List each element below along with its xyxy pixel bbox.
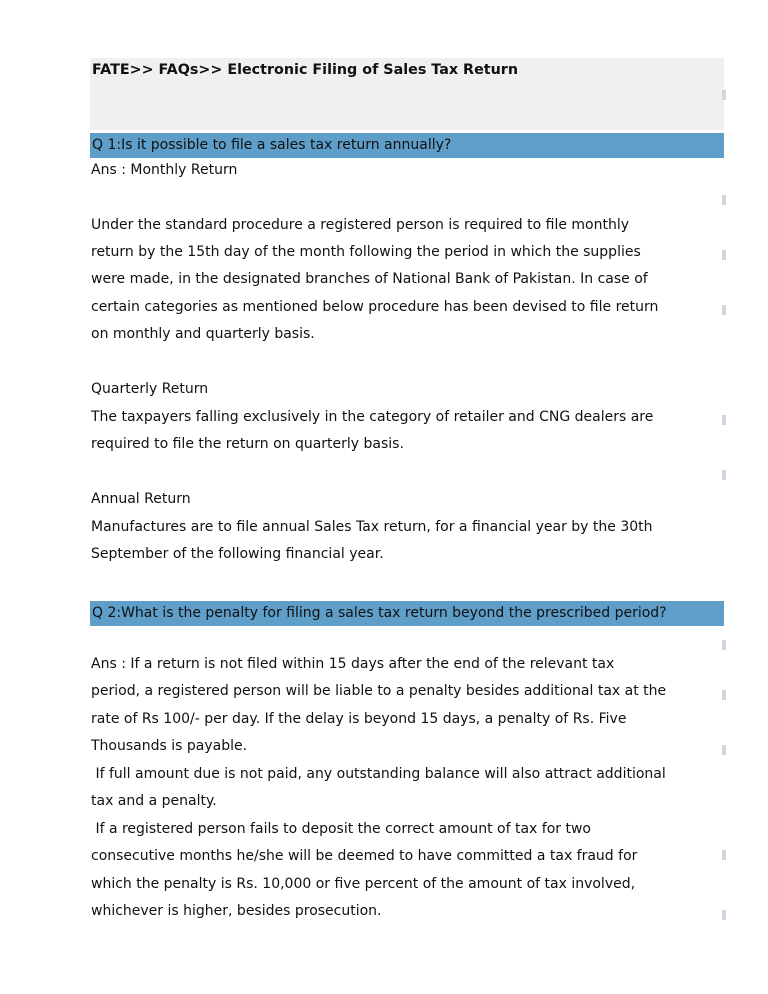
edge-mark <box>722 250 726 260</box>
answer-2-line: whichever is higher, besides prosecution. <box>91 903 382 919</box>
edge-mark <box>722 690 726 700</box>
answer-1-line: on monthly and quarterly basis. <box>91 326 315 342</box>
question-1-band <box>90 133 724 158</box>
edge-mark <box>722 745 726 755</box>
edge-mark <box>722 90 726 100</box>
question-1-text: Q 1:Is it possible to file a sales tax return annually? <box>92 137 452 153</box>
annual-return-heading: Annual Return <box>91 491 191 507</box>
edge-mark <box>722 415 726 425</box>
edge-mark <box>722 195 726 205</box>
annual-return-line: Manufactures are to file annual Sales Tax return, for a financial year by the 30th <box>91 519 653 535</box>
annual-return-line: September of the following financial year. <box>91 546 384 562</box>
quarterly-return-line: The taxpayers falling exclusively in the category of retailer and CNG dealers are <box>91 409 654 425</box>
quarterly-return-heading: Quarterly Return <box>91 381 209 397</box>
page-title: FATE>> FAQs>> Electronic Filing of Sales Tax Return <box>92 62 519 78</box>
answer-2-line: which the penalty is Rs. 10,000 or five percent of the amount of tax involved, <box>91 876 636 892</box>
answer-1-line: Under the standard procedure a registered person is required to file monthly <box>91 217 630 233</box>
answer-1-line: certain categories as mentioned below procedure has been devised to file return <box>91 299 659 315</box>
question-2-text: Q 2:What is the penalty for filing a sales tax return beyond the prescribed period? <box>92 605 667 621</box>
answer-2-line: If a registered person fails to deposit the correct amount of tax for two <box>91 821 591 837</box>
edge-mark <box>722 850 726 860</box>
question-2-band <box>90 601 724 626</box>
edge-mark <box>722 640 726 650</box>
edge-mark <box>722 305 726 315</box>
answer-2-line: rate of Rs 100/- per day. If the delay is beyond 15 days, a penalty of Rs. Five <box>91 711 627 727</box>
edge-mark <box>722 910 726 920</box>
answer-2-line: If full amount due is not paid, any outstanding balance will also attract additional <box>91 766 666 782</box>
answer-1-line: return by the 15th day of the month following the period in which the supplies <box>91 244 641 260</box>
answer-2-line: Thousands is payable. <box>91 738 248 754</box>
header-band <box>90 58 724 130</box>
answer-1-line: were made, in the designated branches of National Bank of Pakistan. In case of <box>91 271 648 287</box>
answer-2-line: tax and a penalty. <box>91 793 217 809</box>
answer-1-heading: Ans : Monthly Return <box>91 162 238 178</box>
edge-mark <box>722 470 726 480</box>
answer-2-line: period, a registered person will be liable to a penalty besides additional tax at the <box>91 683 667 699</box>
answer-2-line: consecutive months he/she will be deemed to have committed a tax fraud for <box>91 848 638 864</box>
answer-2-line: Ans : If a return is not filed within 15 days after the end of the relevant tax <box>91 656 615 672</box>
quarterly-return-line: required to file the return on quarterly basis. <box>91 436 404 452</box>
